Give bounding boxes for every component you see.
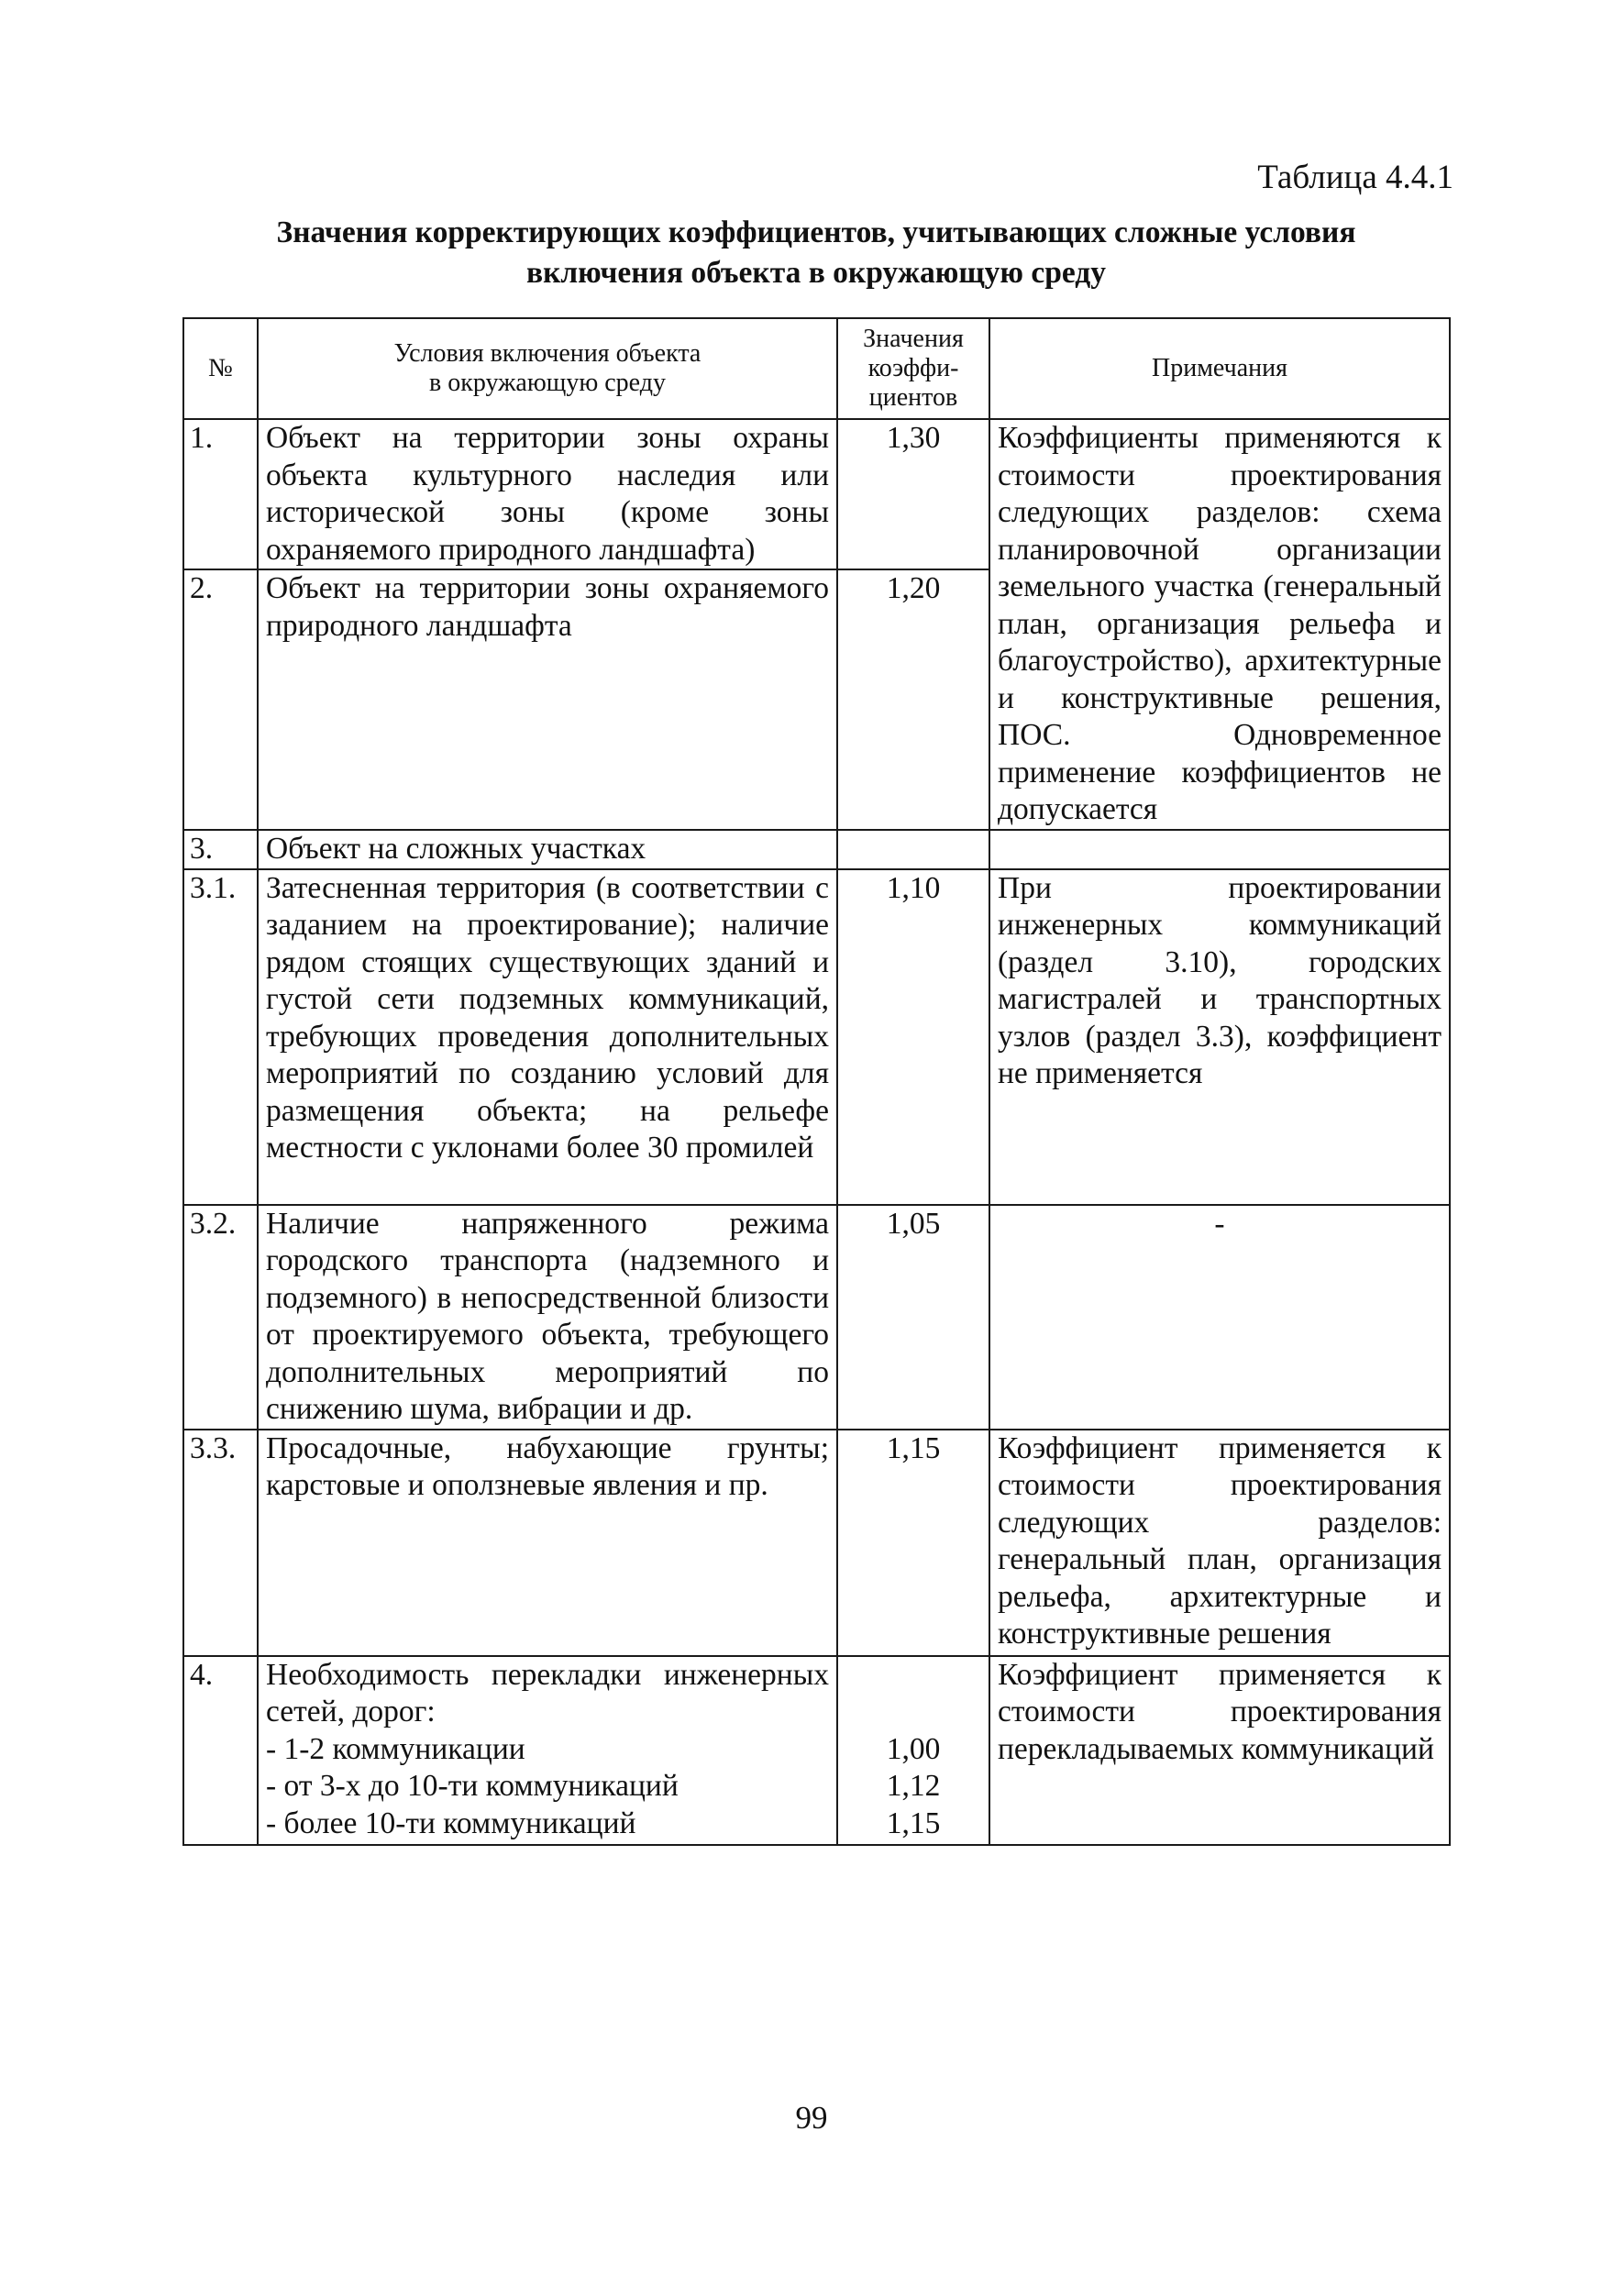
row-number: 3. xyxy=(183,830,258,869)
sub-item: - более 10-ти коммуникаций xyxy=(266,1806,636,1840)
row-condition: Наличие напряженного режима городского транспорта (надземного и подземного) в непосредственной близости от проектируемого объекта, требующего дополнительных мероприятий по снижению шума, вибрации и др. xyxy=(258,1205,837,1430)
table-row xyxy=(183,1205,1450,1430)
sub-item-coefficient: 1,00 xyxy=(886,1731,941,1766)
row-condition: Объект на территории зоны охраны объекта культурного наследия или исторической зоны (кроме зоны охраняемого природного ландшафта) xyxy=(258,419,837,569)
header-condition xyxy=(258,318,837,419)
coefficients-table xyxy=(182,317,1451,1846)
row-coefficient: 1,30 xyxy=(837,419,989,569)
header-coefficient-line: Значения xyxy=(863,325,964,353)
row-notes: Коэффициент применяется к стоимости проектирования перекладываемых коммуникаций xyxy=(989,1656,1450,1845)
table-row xyxy=(183,1656,1450,1845)
coefficient-spacer xyxy=(845,1694,981,1731)
header-coefficient xyxy=(837,318,989,419)
row-coefficient: 1,15 xyxy=(837,1430,989,1656)
table-row xyxy=(183,419,1450,569)
table-row xyxy=(183,1430,1450,1656)
row-condition: Просадочные, набухающие грунты; карстовые и оползневые явления и пр. xyxy=(258,1430,837,1656)
table-row xyxy=(183,830,1450,869)
row-notes: Коэффициенты применяются к стоимости проектирования следующих разделов: схема планировочной организации земельного участка (генеральный план, организация рельефа и благоустройство), архитектурные и конструктивные решения, ПОС. Одновременное применение коэффициентов не допускается xyxy=(989,419,1450,830)
sub-item: - 1-2 коммуникации xyxy=(266,1731,525,1766)
table-caption xyxy=(179,213,1453,293)
header-notes: Примечания xyxy=(989,318,1450,419)
table-row xyxy=(183,869,1450,1205)
row-number: 3.1. xyxy=(183,869,258,1205)
row-condition-intro: Необходимость перекладки инженерных сетей, дорог: xyxy=(266,1657,829,1728)
row-number: 4. xyxy=(183,1656,258,1845)
row-condition xyxy=(258,1656,837,1845)
row-coefficient: 1,05 xyxy=(837,1205,989,1430)
row-notes: Коэффициент применяется к стоимости проектирования следующих разделов: генеральный план, организация рельефа, архитектурные и конструктивные решения xyxy=(989,1430,1450,1656)
row-coefficient: 1,20 xyxy=(837,569,989,830)
row-number: 3.3. xyxy=(183,1430,258,1656)
row-number: 1. xyxy=(183,419,258,569)
sub-item-coefficient: 1,12 xyxy=(886,1769,941,1803)
row-condition: Объект на территории зоны охраняемого природного ландшафта xyxy=(258,569,837,830)
row-number: 2. xyxy=(183,569,258,830)
row-condition: Затесненная территория (в соответствии с заданием на проектирование); наличие рядом стоящих существующих зданий и густой сети подземных коммуникаций, требующих проведения дополнительных мероприятий по созданию условий для размещения объекта; на рельефе местности с уклонами более 30 промилей xyxy=(258,869,837,1205)
header-num: № xyxy=(183,318,258,419)
caption-line-1: Значения корректирующих коэффициентов, учитывающих сложные условия xyxy=(276,215,1356,249)
row-coefficient xyxy=(837,830,989,869)
row-coefficient: 1,10 xyxy=(837,869,989,1205)
row-notes: При проектировании инженерных коммуникаций (раздел 3.10), городских магистралей и транспортных узлов (раздел 3.3), коэффициент не применяется xyxy=(989,869,1450,1205)
header-row xyxy=(183,318,1450,419)
caption-line-2: включения объекта в окружающую среду xyxy=(525,256,1107,290)
sub-item: - от 3-х до 10-ти коммуникаций xyxy=(266,1769,679,1803)
header-coefficient-line: коэффи- xyxy=(867,354,959,382)
header-condition-line: в окружающую среду xyxy=(429,369,666,397)
coefficient-spacer xyxy=(845,1657,981,1695)
row-coefficient xyxy=(837,1656,989,1845)
header-coefficient-line: циентов xyxy=(868,383,958,412)
row-notes: - xyxy=(989,1205,1450,1430)
row-condition: Объект на сложных участках xyxy=(258,830,837,869)
row-number: 3.2. xyxy=(183,1205,258,1430)
table-number: Таблица 4.4.1 xyxy=(1257,159,1453,196)
sub-item-coefficient: 1,15 xyxy=(886,1806,941,1840)
page-number: 99 xyxy=(795,2100,828,2136)
row-notes xyxy=(989,830,1450,869)
header-condition-line: Условия включения объекта xyxy=(393,339,702,368)
